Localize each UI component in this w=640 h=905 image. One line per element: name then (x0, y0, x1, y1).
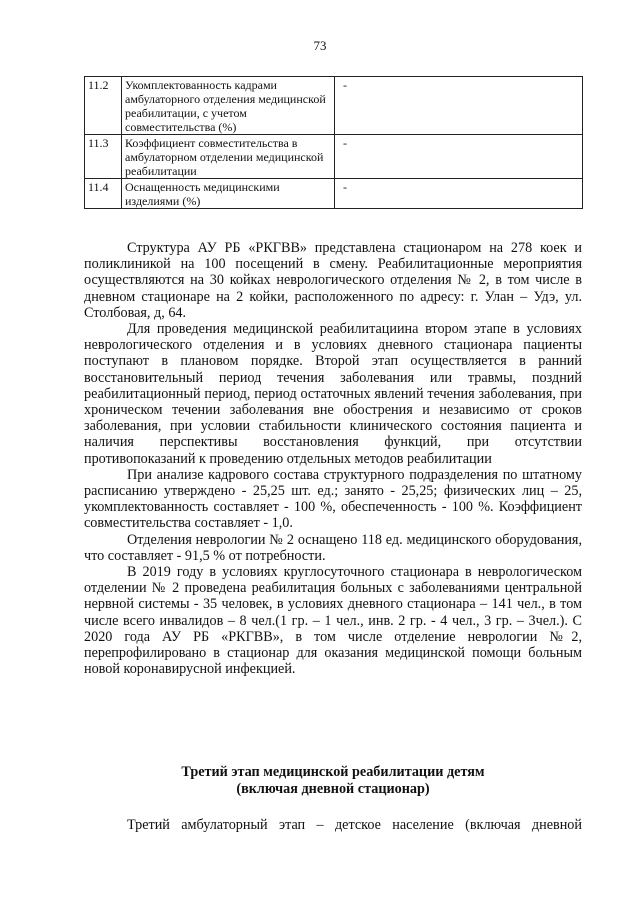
paragraph-equipment: Отделения неврологии № 2 оснащено 118 ед. медицинского оборудования, что составляет - 91,5 % от потребности. (84, 531, 582, 564)
indicator-value: - (335, 77, 583, 135)
table-row (85, 179, 583, 209)
indicator-name: Оснащенность медицинскими изделиями (%) (122, 179, 335, 209)
row-number: 11.2 (85, 77, 122, 135)
table-row (85, 77, 583, 135)
table-row (85, 135, 583, 179)
paragraph-2019-results: В 2019 году в условиях круглосуточного стационара в неврологическом отделении № 2 проведена реабилитация больных с заболеваниями центральной нервной системы - 35 человек, в условиях дневного стационара – 141 чел., в том числе всего инвалидов – 8 чел.(1 гр. – 1 чел., инв. 2 гр. - 4 чел., 3 гр. – 3чел.). С 2020 года АУ РБ «РКГВВ», в том числе отделение неврологии №2, перепрофилировано в стационар для оказания медицинской помощи больным новой коронавирусной инфекцией. (84, 564, 582, 678)
indicator-value: - (335, 179, 583, 209)
paragraph-staffing: При анализе кадрового состава структурного подразделения по штатному расписанию утверждено - 25,25 шт. ед.; занято - 25,25; физических лиц – 25, укомплектованность составляет - 100 %, обеспеченность - 100 %. Коэффициент совместительства составляет - 1,0. (84, 466, 582, 532)
row-number: 11.4 (85, 179, 122, 209)
paragraph-structure: Структура АУ РБ «РКГВВ» представлена стационаром на 278 коек и поликлиникой на 100 посещений в смену. Реабилитационные мероприятия осуществляются на 30 койках неврологического отделения № 2, в том числе в дневном стационаре на 2 койки, расположенного по адресу: г. Улан – Удэ, ул. Столбовая, д, 64. (84, 240, 582, 321)
indicator-name: Укомплектованность кадрами амбулаторного отделения медицинской реабилитации, с учетом совместительства (%) (122, 77, 335, 135)
indicator-name: Коэффициент совместительства в амбулаторном отделении медицинской реабилитации (122, 135, 335, 179)
indicators-table (84, 76, 583, 209)
indicator-value: - (335, 135, 583, 179)
page-number: 73 (313, 38, 327, 53)
section-heading (84, 764, 582, 798)
section-heading-line: Третий этап медицинской реабилитации детям (181, 764, 485, 780)
row-number: 11.3 (85, 135, 122, 179)
body-text (84, 240, 582, 677)
section-heading-line: (включая дневной стационар) (236, 781, 430, 797)
paragraph-third-stage: Третий амбулаторный этап – детское население (включая дневной (127, 817, 582, 833)
body-text-continued (84, 817, 582, 833)
paragraph-second-stage: Для проведения медицинской реабилитациина втором этапе в условиях неврологического отделения и в условиях дневного стационара пациенты поступают в плановом порядке. Второй этап осуществляется в ранний восстановительный период течения заболевания или травмы, поздний реабилитационный период, период остаточных явлений течения заболевания, при хроническом течении заболевания вне обострения и независимо от сроков заболевания, при условии стабильности клинического состояния пациента и наличия перспективы восстановления функций, при отсутствии противопоказаний к проведению отдельных методов реабилитации (84, 321, 582, 467)
